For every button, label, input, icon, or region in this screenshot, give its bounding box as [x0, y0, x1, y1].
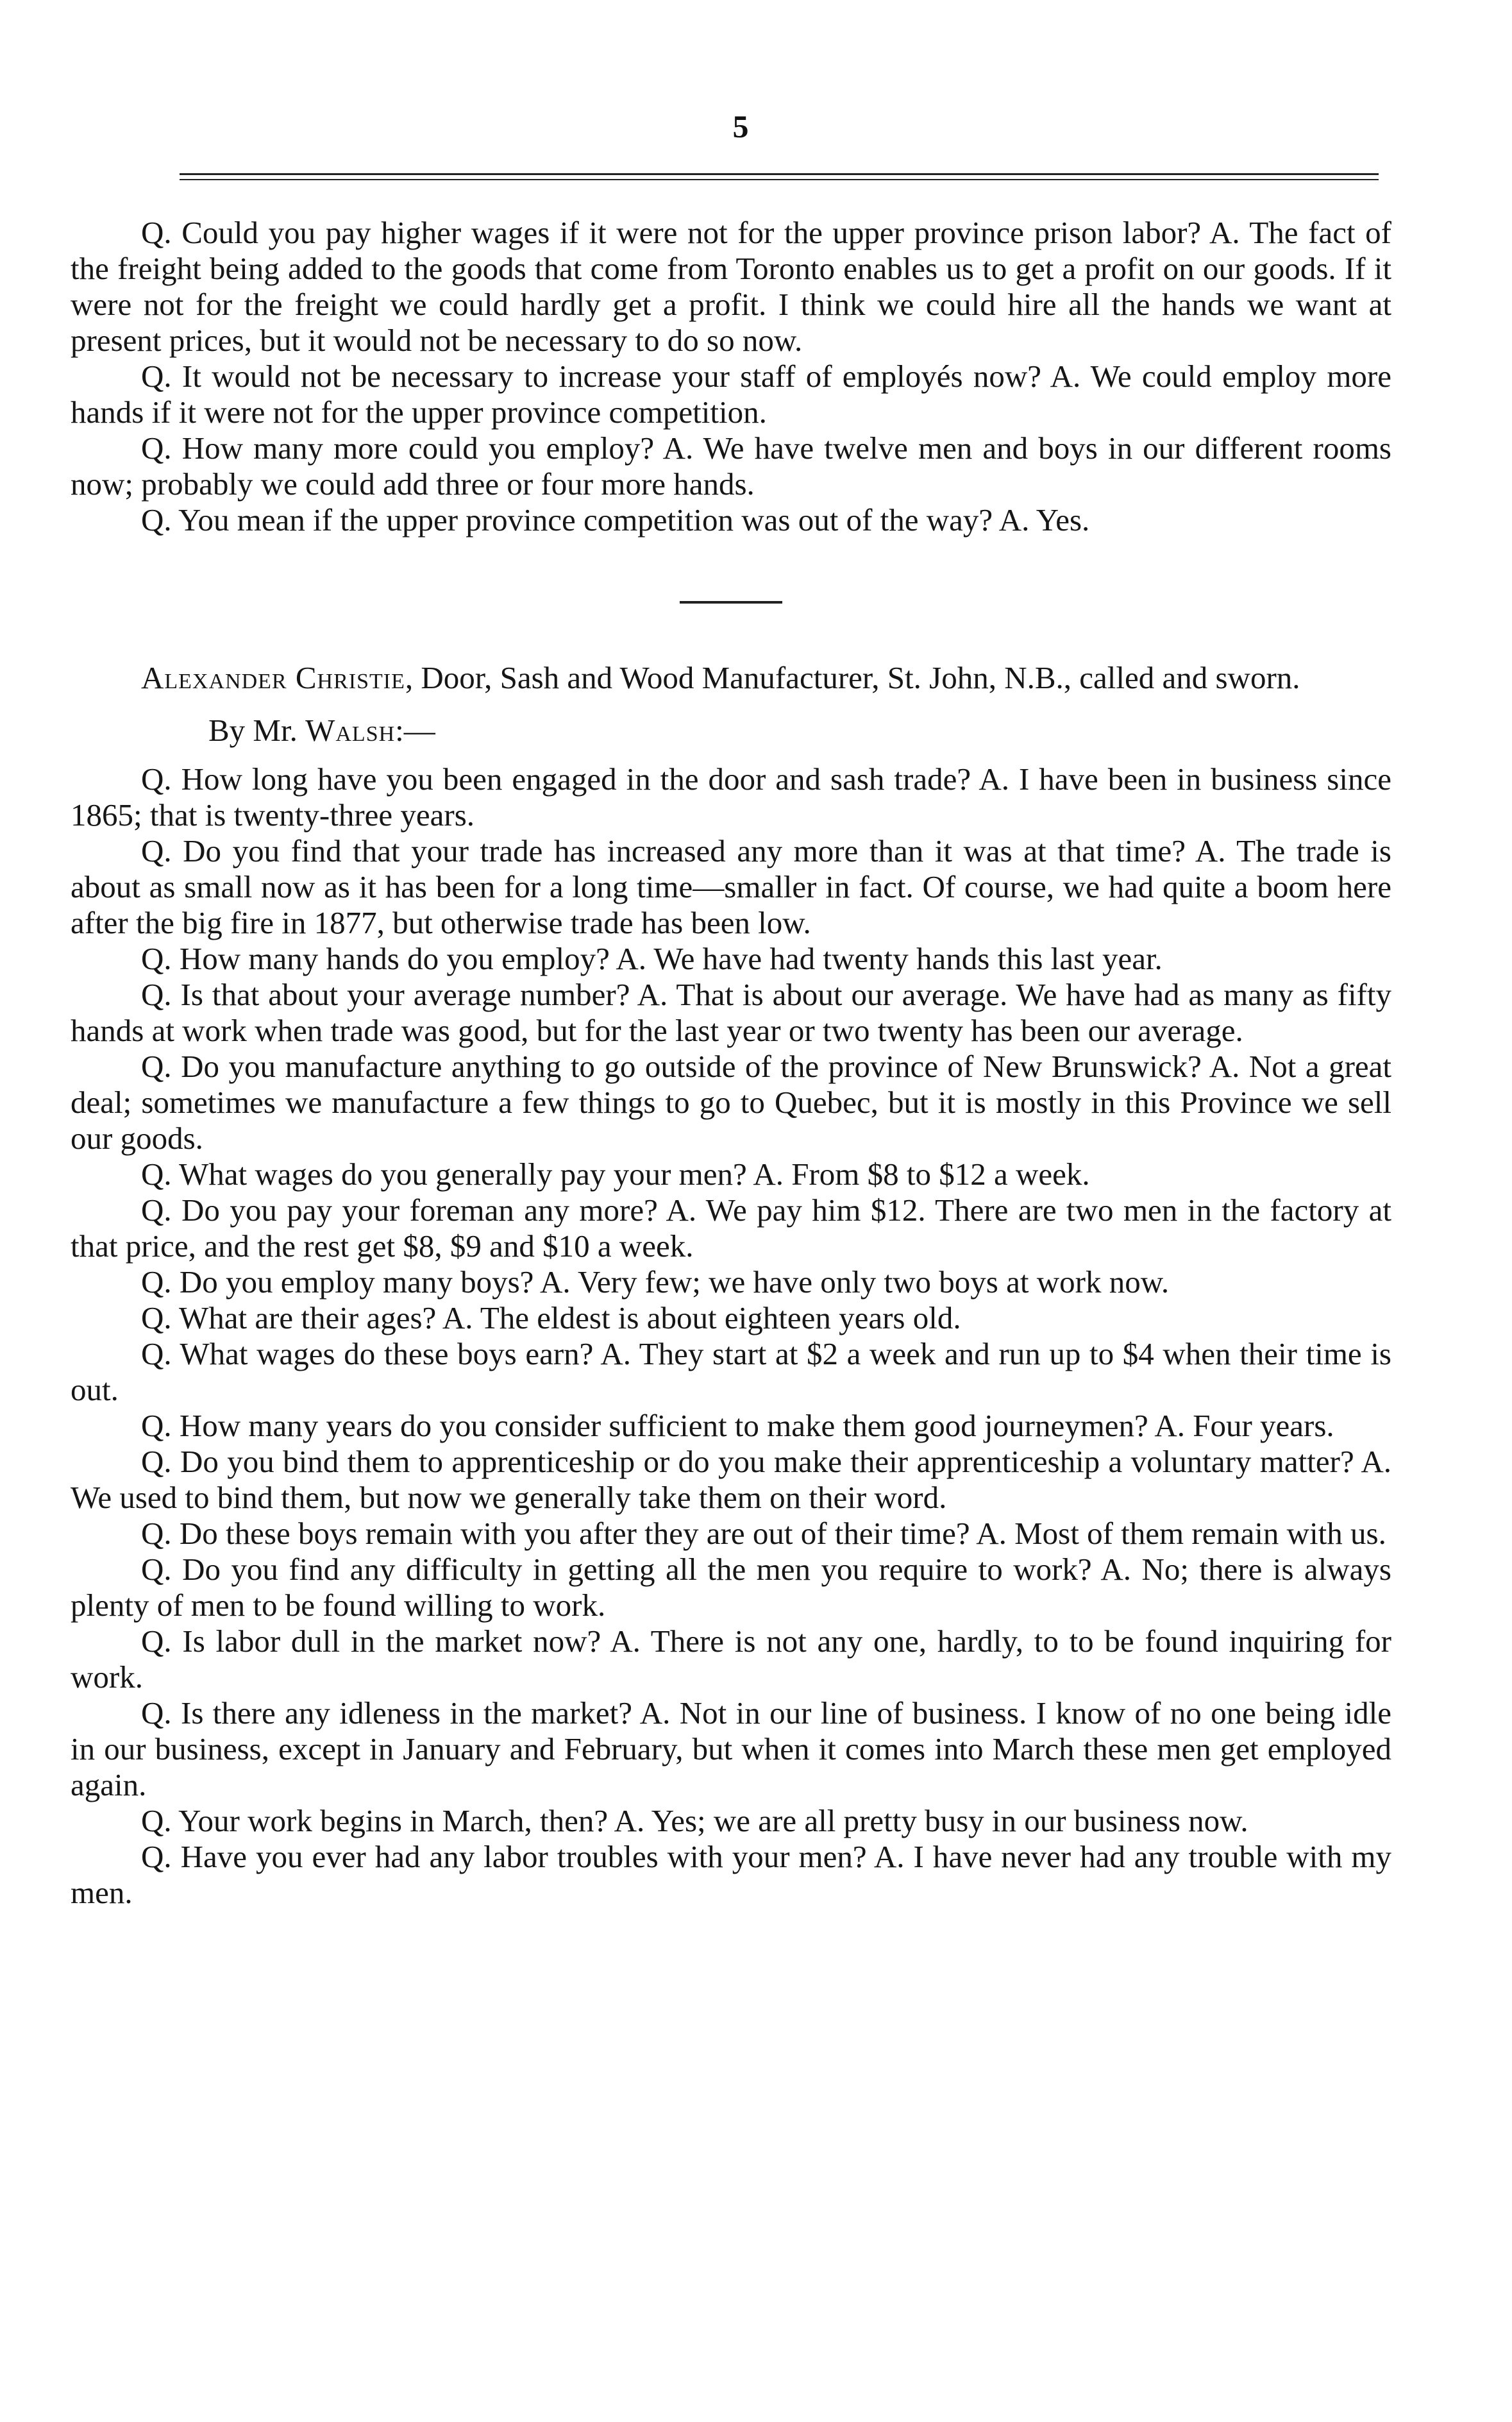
qa-paragraph: Q. How many more could you employ? A. We have twelve men and boys in our different rooms now; probably we could add three or four more hands. — [71, 430, 1391, 502]
qa-paragraph: Q. What are their ages? A. The eldest is about eighteen years old. — [141, 1300, 961, 1335]
qa-paragraph: Q. Have you ever had any labor troubles with your men? A. I have never had any trouble with my men. — [71, 1839, 1391, 1910]
qa-paragraph: Q. Do you manufacture anything to go outside of the province of New Brunswick? A. Not a great deal; sometimes we manufacture a few things to go to Quebec, but it is mostly in this Province we sell our goods. — [71, 1049, 1391, 1156]
qa-paragraph: Q. Is labor dull in the market now? A. There is not any one, hardly, to to be found inquiring for work. — [71, 1623, 1391, 1695]
qa-paragraph: Q. Is there any idleness in the market? A. Not in our line of business. I know of no one being idle in our business, except in January and February, but when it comes into March these men get employed again. — [71, 1695, 1391, 1802]
qa-paragraph: Q. Do you find any difficulty in getting all the men you require to work? A. No; there is always plenty of men to be found willing to work. — [71, 1552, 1391, 1623]
witness-description: , Door, Sash and Wood Manufacturer, St. John, N.B., called and sworn. — [405, 660, 1300, 695]
byline-suffix: :— — [395, 713, 435, 748]
document-body — [71, 215, 1391, 1911]
witness-name: Alexander Christie — [141, 660, 405, 695]
examiner-name: Walsh — [305, 713, 396, 748]
qa-paragraph: Q. Do you bind them to apprenticeship or do you make their apprenticeship a voluntary matter? A. We used to bind them, but now we generally take them on their word. — [71, 1444, 1391, 1515]
header-double-rule — [180, 173, 1379, 180]
qa-paragraph: Q. Is that about your average number? A. That is about our average. We have had as many as fifty hands at work when trade was good, but for the last year or two twenty has been our average. — [71, 977, 1391, 1048]
qa-paragraph: Q. How many hands do you employ? A. We have had twenty hands this last year. — [141, 941, 1163, 976]
qa-paragraph: Q. Your work begins in March, then? A. Yes; we are all pretty busy in our business now. — [141, 1803, 1248, 1838]
qa-paragraph: Q. Do you find that your trade has increased any more than it was at that time? A. The trade is about as small now as it has been for a long time—smaller in fact. Of course, we had quite a boom here after the big fire in 1877, but otherwise trade has been low. — [71, 833, 1391, 940]
byline-prefix: By Mr. — [208, 713, 306, 748]
qa-paragraph: Q. How many years do you consider sufficient to make them good journeymen? A. Four years. — [141, 1408, 1334, 1443]
qa-paragraph: Q. Do these boys remain with you after they are out of their time? A. Most of them remain with us. — [141, 1516, 1386, 1551]
qa-paragraph: Q. Could you pay higher wages if it were not for the upper province prison labor? A. The fact of the freight being added to the goods that come from Toronto enables us to get a profit on our goods. If it were not for the freight we could hardly get a profit. I think we could hire all the hands we want at present prices, but it would not be necessary to do so now. — [71, 215, 1391, 358]
section-separator — [680, 601, 782, 604]
page-number: 5 — [732, 108, 749, 144]
qa-paragraph: Q. What wages do these boys earn? A. They start at $2 a week and run up to $4 when their time is out. — [71, 1336, 1391, 1407]
witness-heading — [71, 660, 1391, 696]
examiner-byline — [71, 713, 1391, 749]
qa-paragraph: Q. It would not be necessary to increase your staff of employés now? A. We could employ more hands if it were not for the upper province competition. — [71, 359, 1391, 430]
qa-paragraph: Q. You mean if the upper province competition was out of the way? A. Yes. — [141, 502, 1090, 538]
qa-paragraph: Q. Do you pay your foreman any more? A. We pay him $12. There are two men in the factory at that price, and the rest get $8, $9 and $10 a week. — [71, 1192, 1391, 1264]
qa-paragraph: Q. How long have you been engaged in the door and sash trade? A. I have been in business since 1865; that is twenty-three years. — [71, 761, 1391, 833]
qa-paragraph: Q. Do you employ many boys? A. Very few; we have only two boys at work now. — [141, 1264, 1170, 1300]
qa-paragraph: Q. What wages do you generally pay your men? A. From $8 to $12 a week. — [141, 1156, 1090, 1192]
